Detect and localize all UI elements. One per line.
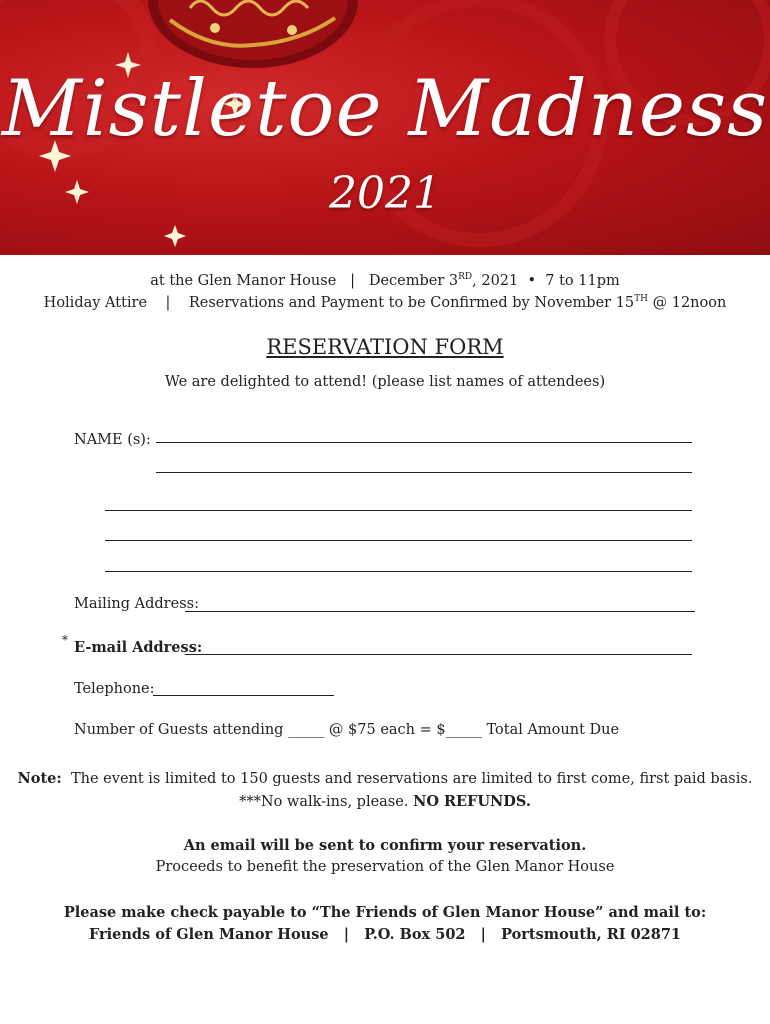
mailing-address-label: Mailing Address:	[74, 596, 199, 612]
form-subheading: We are delighted to attend! (please list names of attendees)	[164, 374, 606, 390]
event-title: Mistletoe Madness	[1, 64, 769, 154]
event-year: 2021	[329, 168, 441, 219]
email-field[interactable]	[185, 654, 692, 655]
note-text: The event is limited to 150 guests and reservations are limited to first come, first paid basis.	[70, 771, 753, 787]
note-label: Note:	[17, 770, 62, 787]
mailing-address-field[interactable]	[185, 611, 695, 612]
walkins-line	[0, 793, 770, 810]
check-instructions: Please make check payable to “The Friends of Glen Manor House” and mail to:	[63, 904, 707, 921]
email-label: E-mail Address:	[74, 639, 203, 656]
separator: |	[165, 294, 171, 311]
name-field-3[interactable]	[105, 510, 692, 511]
separator: |	[350, 272, 355, 289]
deadline-text: Reservations and Payment to be Confirmed by November 15TH @ 12noon	[188, 294, 727, 311]
time-text: 7 to 11pm	[545, 272, 620, 289]
note-line	[0, 770, 770, 787]
telephone-field[interactable]	[153, 695, 334, 696]
address-box: P.O. Box 502	[364, 926, 466, 943]
no-refunds-text: NO REFUNDS.	[413, 793, 531, 810]
date-text: December 3RD, 2021	[368, 272, 519, 289]
required-asterisk: *	[62, 633, 68, 647]
name-label: NAME (s):	[74, 432, 151, 448]
guests-line: Number of Guests attending _____ @ $75 each = $_____ Total Amount Due	[74, 722, 620, 738]
name-field-4[interactable]	[105, 540, 692, 541]
address-city: Portsmouth, RI 02871	[501, 926, 682, 943]
venue-text: at the Glen Manor House	[150, 272, 337, 289]
attire-text: Holiday Attire	[43, 294, 148, 311]
ornament-icon	[148, 0, 358, 68]
address-name: Friends of Glen Manor House	[88, 926, 329, 943]
bullet: •	[527, 272, 537, 289]
telephone-label: Telephone:	[74, 681, 155, 697]
form-heading: RESERVATION FORM	[266, 335, 504, 359]
event-details-line	[0, 272, 770, 289]
name-field-1[interactable]	[156, 442, 692, 443]
walkins-text: ***No walk-ins, please.	[239, 794, 409, 810]
name-field-5[interactable]	[105, 571, 692, 572]
name-field-2[interactable]	[156, 472, 692, 473]
email-confirm-text: An email will be sent to confirm your reservation.	[183, 837, 587, 854]
header-banner	[0, 0, 770, 255]
proceeds-text: Proceeds to benefit the preservation of the Glen Manor House	[155, 859, 615, 875]
mailing-address-block: Friends of Glen Manor House | P.O. Box 502 | Portsmouth, RI 02871	[88, 926, 682, 943]
attire-deadline-line	[0, 294, 770, 311]
